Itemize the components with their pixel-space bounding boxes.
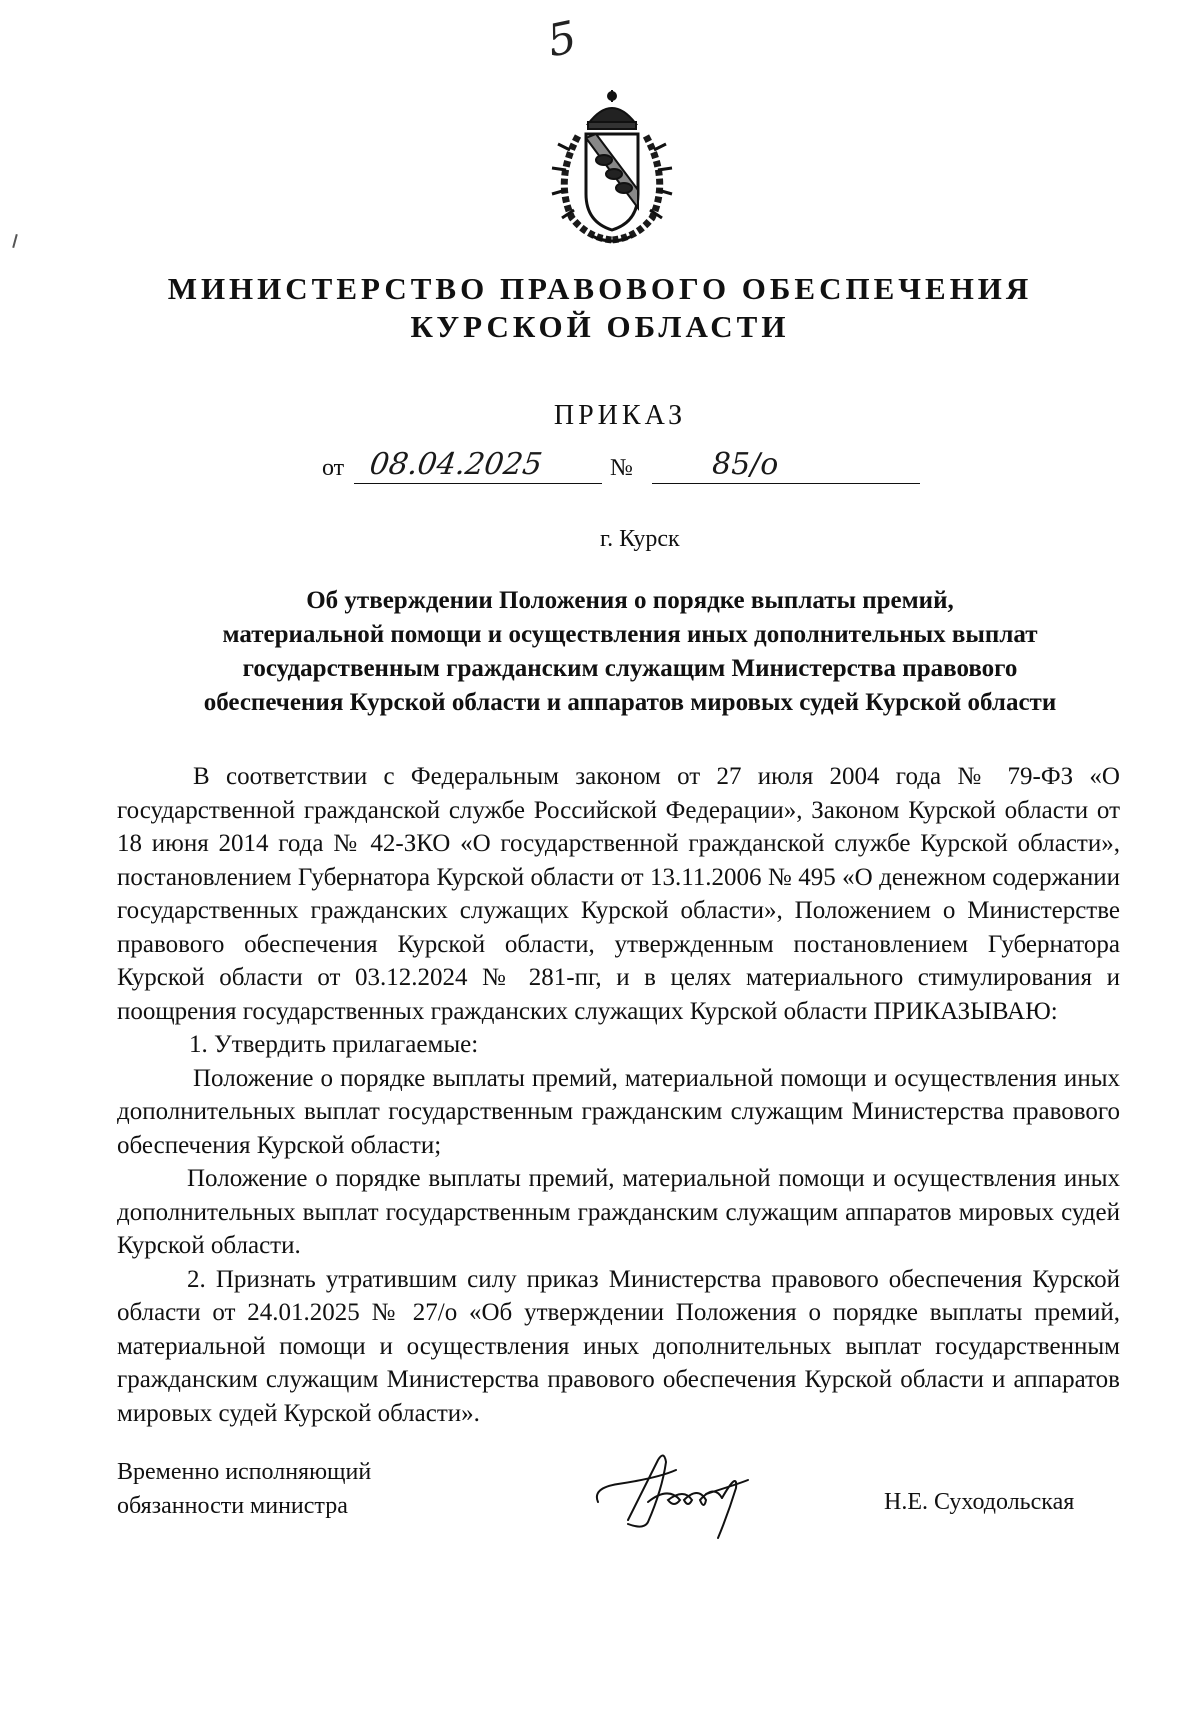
- order-subject: [130, 584, 1130, 720]
- item-1: 1. Утвердить прилагаемые:: [189, 1031, 479, 1058]
- number-sign: №: [610, 455, 633, 481]
- signatory-position-line1: Временно исполняющий: [117, 1459, 372, 1485]
- ministry-name: [0, 270, 1200, 346]
- order-body: [117, 760, 1120, 1430]
- ministry-name-line2: КУРСКОЙ ОБЛАСТИ: [410, 309, 790, 344]
- city: г. Курск: [600, 526, 680, 552]
- order-title: ПРИКАЗ: [553, 400, 687, 431]
- signatory-position-line2: обязанности министра: [117, 1493, 348, 1519]
- item-2: 2. Признать утратившим силу приказ Министерства правового обеспечения Курской области от 24.01.2025 № 27/о «Об утверждении Положения о порядке выплаты премий, материальной помощи и осуществления иных дополнительных выплат государственным гражданским служащим Министерства правового обеспечения Курской области и аппаратов мировых судей Курской области».: [117, 1265, 1120, 1427]
- scan-artifact: [12, 234, 18, 248]
- subject-line4: обеспечения Курской области и аппаратов мировых судей Курской области: [203, 689, 1057, 716]
- coat-of-arms-icon: [548, 90, 676, 246]
- ministry-name-line1: МИНИСТЕРСТВО ПРАВОВОГО ОБЕСПЕЧЕНИЯ: [167, 271, 1033, 306]
- subject-line1: Об утверждении Положения о порядке выплаты премий,: [306, 587, 954, 614]
- subject-line3: государственным гражданским служащим Министерства правового: [242, 655, 1018, 682]
- date-prefix: от: [322, 455, 345, 481]
- signatory-position: [117, 1455, 371, 1523]
- handwritten-signature: [588, 1440, 788, 1540]
- order-date: 08.04.2025: [367, 447, 545, 482]
- item-1-regulation-b: Положение о порядке выплаты премий, материальной помощи и осуществления иных дополнительных выплат государственным гражданским служащим аппаратов мировых судей Курской области.: [117, 1165, 1120, 1259]
- subject-line2: материальной помощи и осуществления иных дополнительных выплат: [222, 621, 1038, 648]
- number-underline: [652, 483, 920, 484]
- item-1-regulation-a: Положение о порядке выплаты премий, материальной помощи и осуществления иных дополнительных выплат государственным гражданским служащим Министерства правового обеспечения Курской области;: [117, 1064, 1120, 1159]
- date-underline: [354, 483, 602, 484]
- handwritten-page-mark: 5: [543, 11, 581, 68]
- order-number: 85/о: [712, 447, 779, 482]
- signatory-name: Н.Е. Суходольская: [884, 1489, 1075, 1515]
- order-date-number-line: [322, 446, 922, 490]
- preamble-paragraph: В соответствии с Федеральным законом от 27 июля 2004 года № 79-ФЗ «О государственной гражданской службе Российской Федерации», Законом Курской области от 18 июня 2014 года № 42-ЗКО «О государственной гражданской службе Курской области», постановлением Губернатора Курской области от 13.11.2006 № 495 «О денежном содержании государственных гражданских служащих Курской области», Положением о Министерстве правового обеспечения Курской области, утвержденным постановлением Губернатора Курской области от 03.12.2024 № 281-пг, и в целях материального стимулирования и поощрения государственных гражданских служащих Курской области ПРИКАЗЫВАЮ:: [117, 763, 1120, 1025]
